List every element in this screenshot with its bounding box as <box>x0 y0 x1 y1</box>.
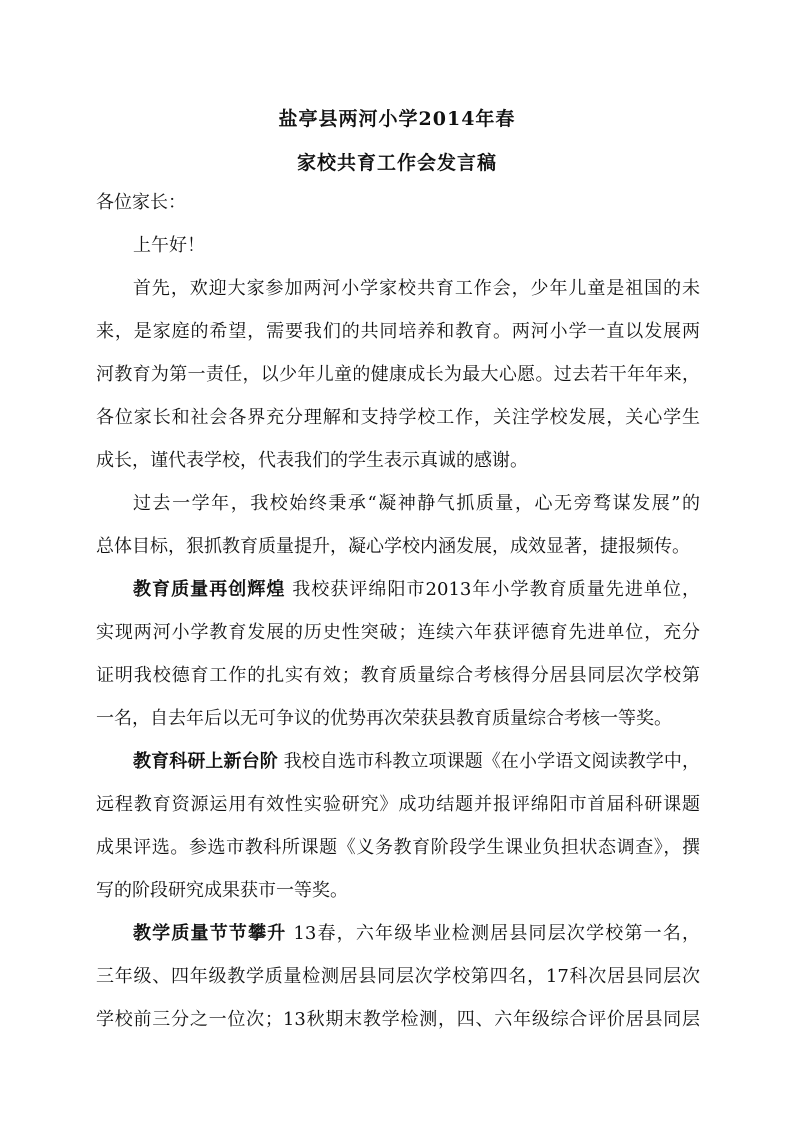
paragraph-3-line-2: 实现两河小学教育发展的历史性突破；连续六年获评德育先进单位，充分 <box>96 622 700 643</box>
paragraph-3-line-4: 一名，自去年后以无可争议的优势再次荣获县教育质量综合考核一等奖。 <box>96 708 672 729</box>
paragraph-1-line-4: 各位家长和社会各界充分理解和支持学校工作，关注学校发展，关心学生 <box>96 407 700 428</box>
paragraph-5-heading: 教学质量节节攀升 <box>133 923 287 944</box>
salutation: 各位家长： <box>96 192 186 213</box>
document-title-line-1: 盐亭县两河小学2014年春 <box>278 108 516 130</box>
paragraph-5-line-1 <box>133 922 700 946</box>
paragraph-1-line-1: 首先，欢迎大家参加两河小学家校共育工作会，少年儿童是祖国的未 <box>133 278 700 299</box>
paragraph-1-line-3: 河教育为第一责任，以少年儿童的健康成长为最大心愿。过去若干年年来， <box>96 364 700 385</box>
document-title-line-2: 家校共育工作会发言稿 <box>296 152 497 174</box>
paragraph-5-line-1-text: 13春，六年级毕业检测居县同层次学校第一名， <box>286 923 701 944</box>
greeting: 上午好！ <box>133 235 205 256</box>
paragraph-1-line-5: 成长，谨代表学校，代表我们的学生表示真诚的感谢。 <box>96 450 528 471</box>
paragraph-3-heading: 教育质量再创辉煌 <box>133 579 286 600</box>
paragraph-3-line-1-text: 我校获评绵阳市2013年小学教育质量先进单位， <box>285 579 700 600</box>
paragraph-4-heading: 教育科研上新台阶 <box>133 751 278 772</box>
paragraph-4-line-1-text: 我校自选市科教立项课题《在小学语文阅读教学中， <box>277 751 700 772</box>
paragraph-5-line-2: 三年级、四年级教学质量检测居县同层次学校第四名，17科次居县同层次 <box>96 966 700 987</box>
paragraph-3-line-1 <box>133 578 700 602</box>
paragraph-5-line-3: 学校前三分之一位次；13秋期末教学检测，四、六年级综合评价居县同层 <box>96 1009 700 1030</box>
paragraph-4-line-2: 远程教育资源运用有效性实验研究》成功结题并报评绵阳市首届科研课题 <box>96 794 700 815</box>
paragraph-4-line-3: 成果评选。参选市教科所课题《义务教育阶段学生课业负担状态调查》，撰 <box>96 837 700 858</box>
paragraph-4-line-4: 写的阶段研究成果获市一等奖。 <box>96 880 348 901</box>
paragraph-2-line-2: 总体目标，狠抓教育质量提升，凝心学校内涵发展，成效显著，捷报频传。 <box>96 536 690 557</box>
paragraph-1-line-2: 来，是家庭的希望，需要我们的共同培养和教育。两河小学一直以发展两 <box>96 321 700 342</box>
paragraph-4-line-1 <box>133 750 700 774</box>
paragraph-3-line-3: 证明我校德育工作的扎实有效；教育质量综合考核得分居县同层次学校第 <box>96 665 700 686</box>
paragraph-2-line-1: 过去一学年，我校始终秉承“凝神静气抓质量，心无旁骛谋发展”的 <box>133 493 700 514</box>
